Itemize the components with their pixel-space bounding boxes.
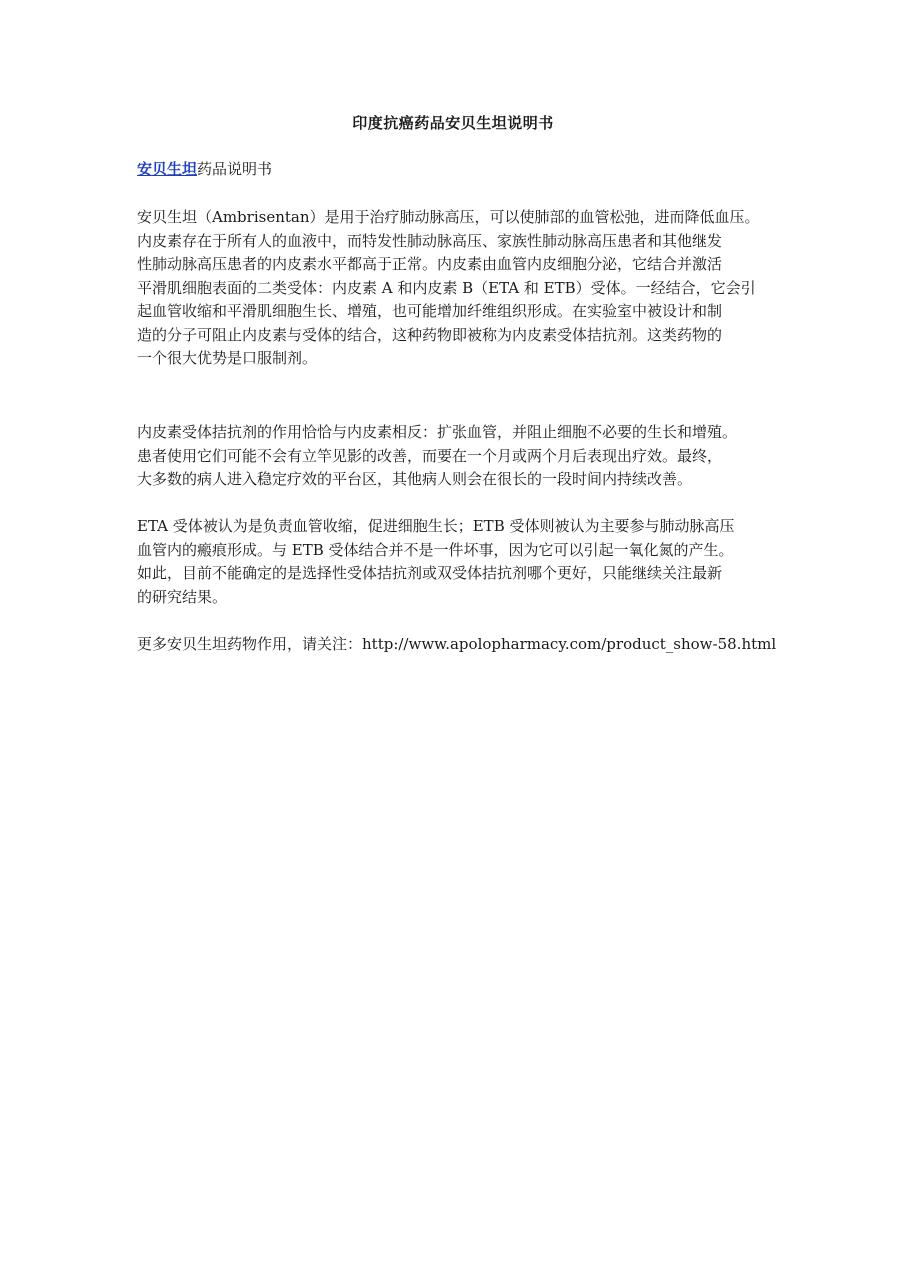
paragraph-line: 平滑肌细胞表面的二类受体：内皮素 A 和内皮素 B（ETA 和 ETB）受体。一经结合，它会引 (137, 278, 756, 297)
paragraph-line: 血管内的瘢痕形成。与 ETB 受体结合并不是一件坏事，因为它可以引起一氧化氮的产生。 (137, 540, 734, 559)
paragraph-line: 安贝生坦（Ambrisentan）是用于治疗肺动脉高压，可以使肺部的血管松弛，进而降低血压。 (137, 208, 760, 226)
paragraph-line: 患者使用它们可能不会有立竿见影的改善，而要在一个月或两个月后表现出疗效。最终， (137, 446, 723, 465)
paragraph-line: 内皮素受体拮抗剂的作用恰恰与内皮素相反：扩张血管，并阻止细胞不必要的生长和增殖。 (137, 423, 738, 441)
paragraph-line: 大多数的病人进入稳定疗效的平台区，其他病人则会在很长的一段时间内持续改善。 (137, 470, 693, 488)
more-info-line: 更多安贝生坦药物作用，请关注：http://www.apolopharmacy.com/product_show-58.html (137, 635, 777, 653)
paragraph-line: 造的分子可阻止内皮素与受体的结合，这种药物即被称为内皮素受体拮抗剂。这类药物的 (137, 325, 723, 344)
paragraph-receptor-types (137, 515, 777, 609)
paragraph-line: 起血管收缩和平滑肌细胞生长、增殖，也可能增加纤维组织形成。在实验室中被设计和制 (137, 302, 723, 320)
paragraph-more-info (137, 633, 777, 657)
paragraph-intro (137, 206, 777, 371)
document-title: 印度抗癌药品安贝生坦说明书 (352, 114, 554, 132)
paragraph-line: 性肺动脉高压患者的内皮素水平都高于正常。内皮素由血管内皮细胞分泌，它结合并激活 (137, 255, 723, 273)
paragraph-line: 如此，目前不能确定的是选择性受体拮抗剂或双受体拮抗剂哪个更好，只能继续关注最新 (137, 564, 723, 582)
subtitle-text: 药品说明书 (197, 160, 273, 178)
paragraph-antagonist-effect (137, 421, 777, 492)
paragraph-line: 一个很大优势是口服制剂。 (137, 349, 318, 367)
drug-name-link[interactable]: 安贝生坦 (137, 160, 198, 178)
paragraph-line: 的研究结果。 (137, 587, 228, 606)
document-subtitle (137, 158, 272, 180)
paragraph-line: 内皮素存在于所有人的血液中，而特发性肺动脉高压、家族性肺动脉高压患者和其他继发 (137, 231, 723, 250)
paragraph-line: ETA 受体被认为是负责血管收缩，促进细胞生长；ETB 受体则被认为主要参与肺动脉高压 (137, 517, 735, 535)
